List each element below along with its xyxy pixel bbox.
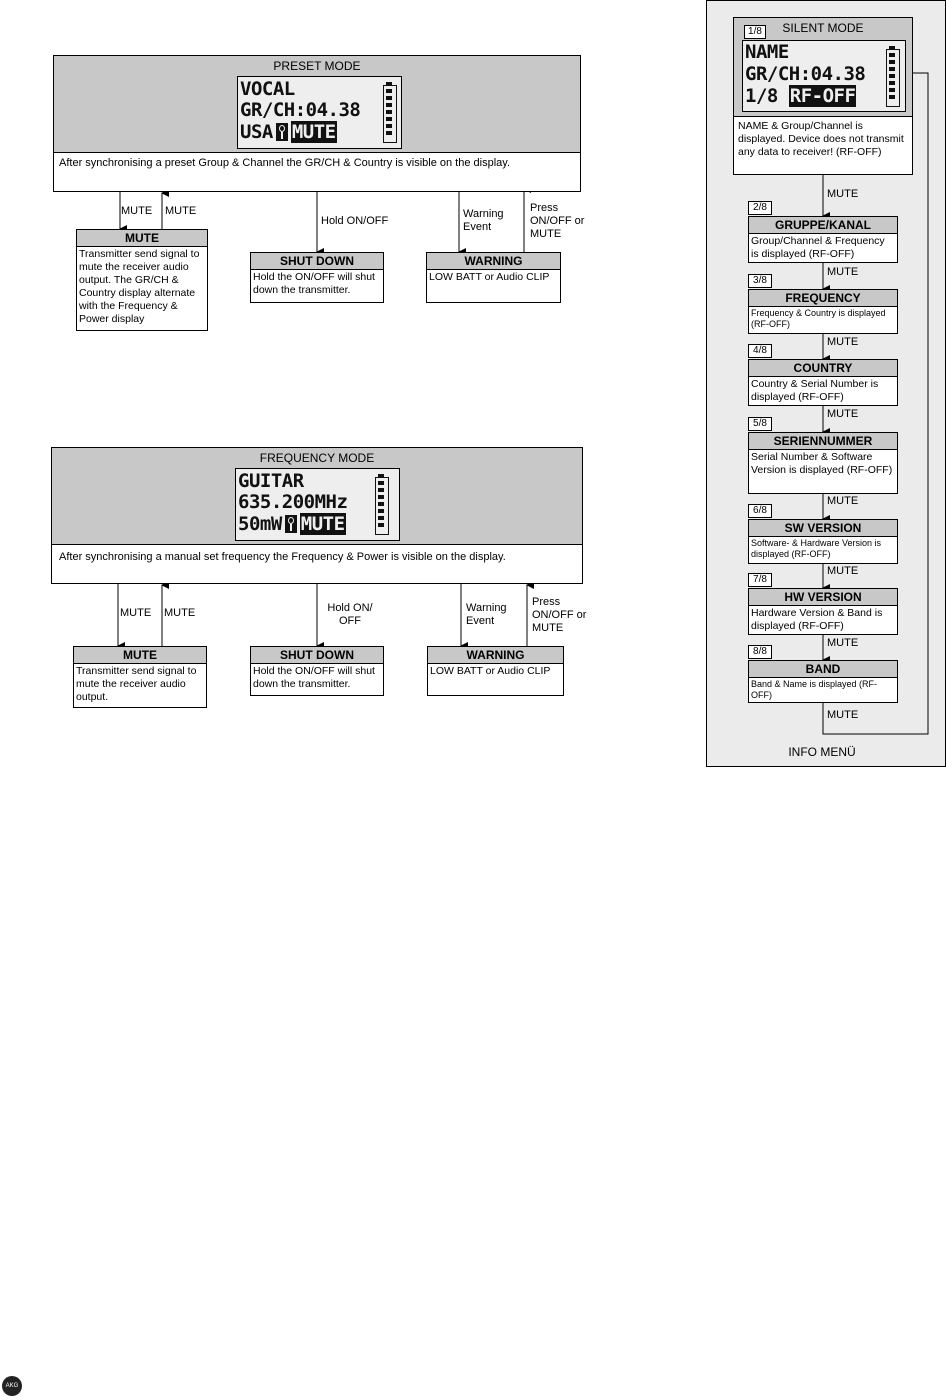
lcd-line-3: [240, 122, 337, 143]
info-mute-label: MUTE: [827, 188, 859, 200]
preset-mute-left-label: MUTE: [121, 205, 153, 217]
freq-shutdown-text: Hold the ON/OFF will shut down the transmitter.: [253, 665, 375, 690]
info-step-title: FREQUENCY: [749, 290, 897, 307]
freq-warning-title: WARNING: [428, 647, 563, 664]
preset-hold-label: Hold ON/OFF: [321, 215, 389, 227]
frequency-lcd-display: [235, 468, 400, 541]
step-tag: 5/8: [748, 417, 772, 431]
info-step-frequency: [748, 289, 898, 334]
info-menu-footer: INFO MENÜ: [788, 745, 856, 759]
preset-shutdown-title: SHUT DOWN: [251, 253, 383, 270]
silent-mode-box: [733, 17, 913, 175]
freq-shutdown-box: [250, 646, 384, 696]
info-step-text: Hardware Version & Band is displayed (RF-OFF): [751, 607, 883, 632]
lcd-line-3: [745, 86, 856, 107]
preset-mode-description: After synchronising a preset Group & Channel the GR/CH & Country is visible on the display.: [59, 157, 511, 169]
info-step-sw-version: [748, 519, 898, 564]
akg-logo: AKG: [2, 1376, 22, 1396]
info-step-text: Country & Serial Number is displayed (RF-OFF): [751, 378, 879, 403]
info-mute-label: MUTE: [827, 266, 859, 278]
info-mute-label: MUTE: [827, 709, 859, 721]
preset-warning-text: LOW BATT or Audio CLIP: [429, 271, 550, 283]
info-step-text: Group/Channel & Frequency is displayed (RF-OFF): [751, 235, 885, 260]
step-tag: 4/8: [748, 344, 772, 358]
preset-mode-header: [54, 56, 580, 153]
info-step-title: GRUPPE/KANAL: [749, 217, 897, 234]
lcd-step: 1/8: [745, 85, 778, 107]
lcd-mute-indicator: MUTE: [300, 513, 345, 535]
freq-warning-text: LOW BATT or Audio CLIP: [430, 665, 551, 677]
step-tag: 8/8: [748, 645, 772, 659]
freq-warning-label: Warning Event: [466, 602, 507, 627]
lcd-line-1: NAME: [745, 41, 789, 63]
lcd-rf-off-indicator: RF-OFF: [789, 85, 856, 107]
lcd-line-2: 635.200MHz: [238, 491, 348, 513]
info-mute-label: MUTE: [827, 336, 859, 348]
info-step-title: BAND: [749, 661, 897, 678]
freq-warning-box: [427, 646, 564, 696]
info-step-title: SERIENNUMMER: [749, 433, 897, 450]
info-mute-label: MUTE: [827, 637, 859, 649]
key-lock-icon: [285, 515, 297, 533]
lcd-line-2: GR/CH:04.38: [240, 99, 361, 121]
info-step-gruppe-kanal: [748, 216, 898, 263]
battery-icon: [886, 49, 900, 107]
frequency-mode-box: [51, 447, 583, 584]
freq-mute-left-label: MUTE: [120, 607, 152, 619]
freq-shutdown-title: SHUT DOWN: [251, 647, 383, 664]
preset-shutdown-text: Hold the ON/OFF will shut down the transmitter.: [253, 271, 375, 296]
battery-icon: [383, 85, 397, 143]
preset-press-label: Press ON/OFF or MUTE: [530, 202, 585, 240]
step-tag: 3/8: [748, 274, 772, 288]
info-step-title: HW VERSION: [749, 589, 897, 606]
silent-mode-header: [734, 18, 912, 117]
preset-warning-label: Warning Event: [463, 208, 504, 233]
lcd-country: USA: [240, 121, 273, 143]
silent-mode-text: NAME & Group/Channel is displayed. Device does not transmit any data to receiver! (RF-OFF): [738, 120, 904, 158]
preset-lcd-display: [237, 76, 402, 149]
freq-mute-title: MUTE: [74, 647, 206, 664]
preset-shutdown-box: [250, 252, 384, 303]
lcd-line-1: VOCAL: [240, 78, 295, 100]
freq-mute-box: [73, 646, 207, 708]
silent-lcd-display: [742, 40, 906, 112]
freq-mute-text: Transmitter send signal to mute the receiver audio output.: [76, 665, 197, 703]
frequency-mode-title: FREQUENCY MODE: [259, 451, 375, 465]
lcd-power: 50mW: [238, 513, 282, 535]
preset-warning-title: WARNING: [427, 253, 560, 270]
info-step-text: Frequency & Country is displayed (RF-OFF): [751, 308, 886, 329]
preset-mute-text: Transmitter send signal to mute the receiver audio output. The GR/CH & Country display alternate with the Frequency & Power display: [79, 248, 200, 325]
info-mute-label: MUTE: [827, 565, 859, 577]
info-mute-label: MUTE: [827, 408, 859, 420]
freq-hold-label: Hold ON/ OFF: [327, 602, 373, 627]
preset-mode-title: PRESET MODE: [273, 59, 361, 73]
preset-warning-box: [426, 252, 561, 303]
freq-press-label: Press ON/OFF or MUTE: [532, 596, 587, 634]
lcd-mute-indicator: MUTE: [291, 121, 336, 143]
info-step-text: Software- & Hardware Version is displayed (RF-OFF): [751, 538, 882, 559]
lcd-line-2: GR/CH:04.38: [745, 63, 866, 85]
preset-mode-box: [53, 55, 581, 192]
info-step-hw-version: [748, 588, 898, 635]
preset-mute-right-label: MUTE: [165, 205, 197, 217]
freq-mute-right-label: MUTE: [164, 607, 196, 619]
info-step-title: COUNTRY: [749, 360, 897, 377]
lcd-line-1: GUITAR: [238, 470, 304, 492]
info-step-seriennummer: [748, 432, 898, 494]
info-step-band: [748, 660, 898, 703]
key-lock-icon: [276, 123, 288, 141]
battery-icon: [375, 477, 389, 535]
step-tag: 6/8: [748, 504, 772, 518]
info-step-text: Serial Number & Software Version is displayed (RF-OFF): [751, 451, 893, 476]
step-tag: 7/8: [748, 573, 772, 587]
info-step-country: [748, 359, 898, 406]
info-mute-label: MUTE: [827, 495, 859, 507]
preset-mute-title: MUTE: [77, 230, 207, 247]
lcd-line-3: [238, 514, 346, 535]
step-tag: 2/8: [748, 201, 772, 215]
frequency-mode-header: [52, 448, 582, 545]
info-step-text: Band & Name is displayed (RF-OFF): [751, 679, 878, 700]
info-step-title: SW VERSION: [749, 520, 897, 537]
silent-mode-title: SILENT MODE: [782, 21, 864, 35]
preset-mute-box: [76, 229, 208, 331]
step-tag: 1/8: [744, 25, 766, 39]
frequency-mode-description: After synchronising a manual set frequency the Frequency & Power is visible on the display.: [59, 551, 506, 563]
